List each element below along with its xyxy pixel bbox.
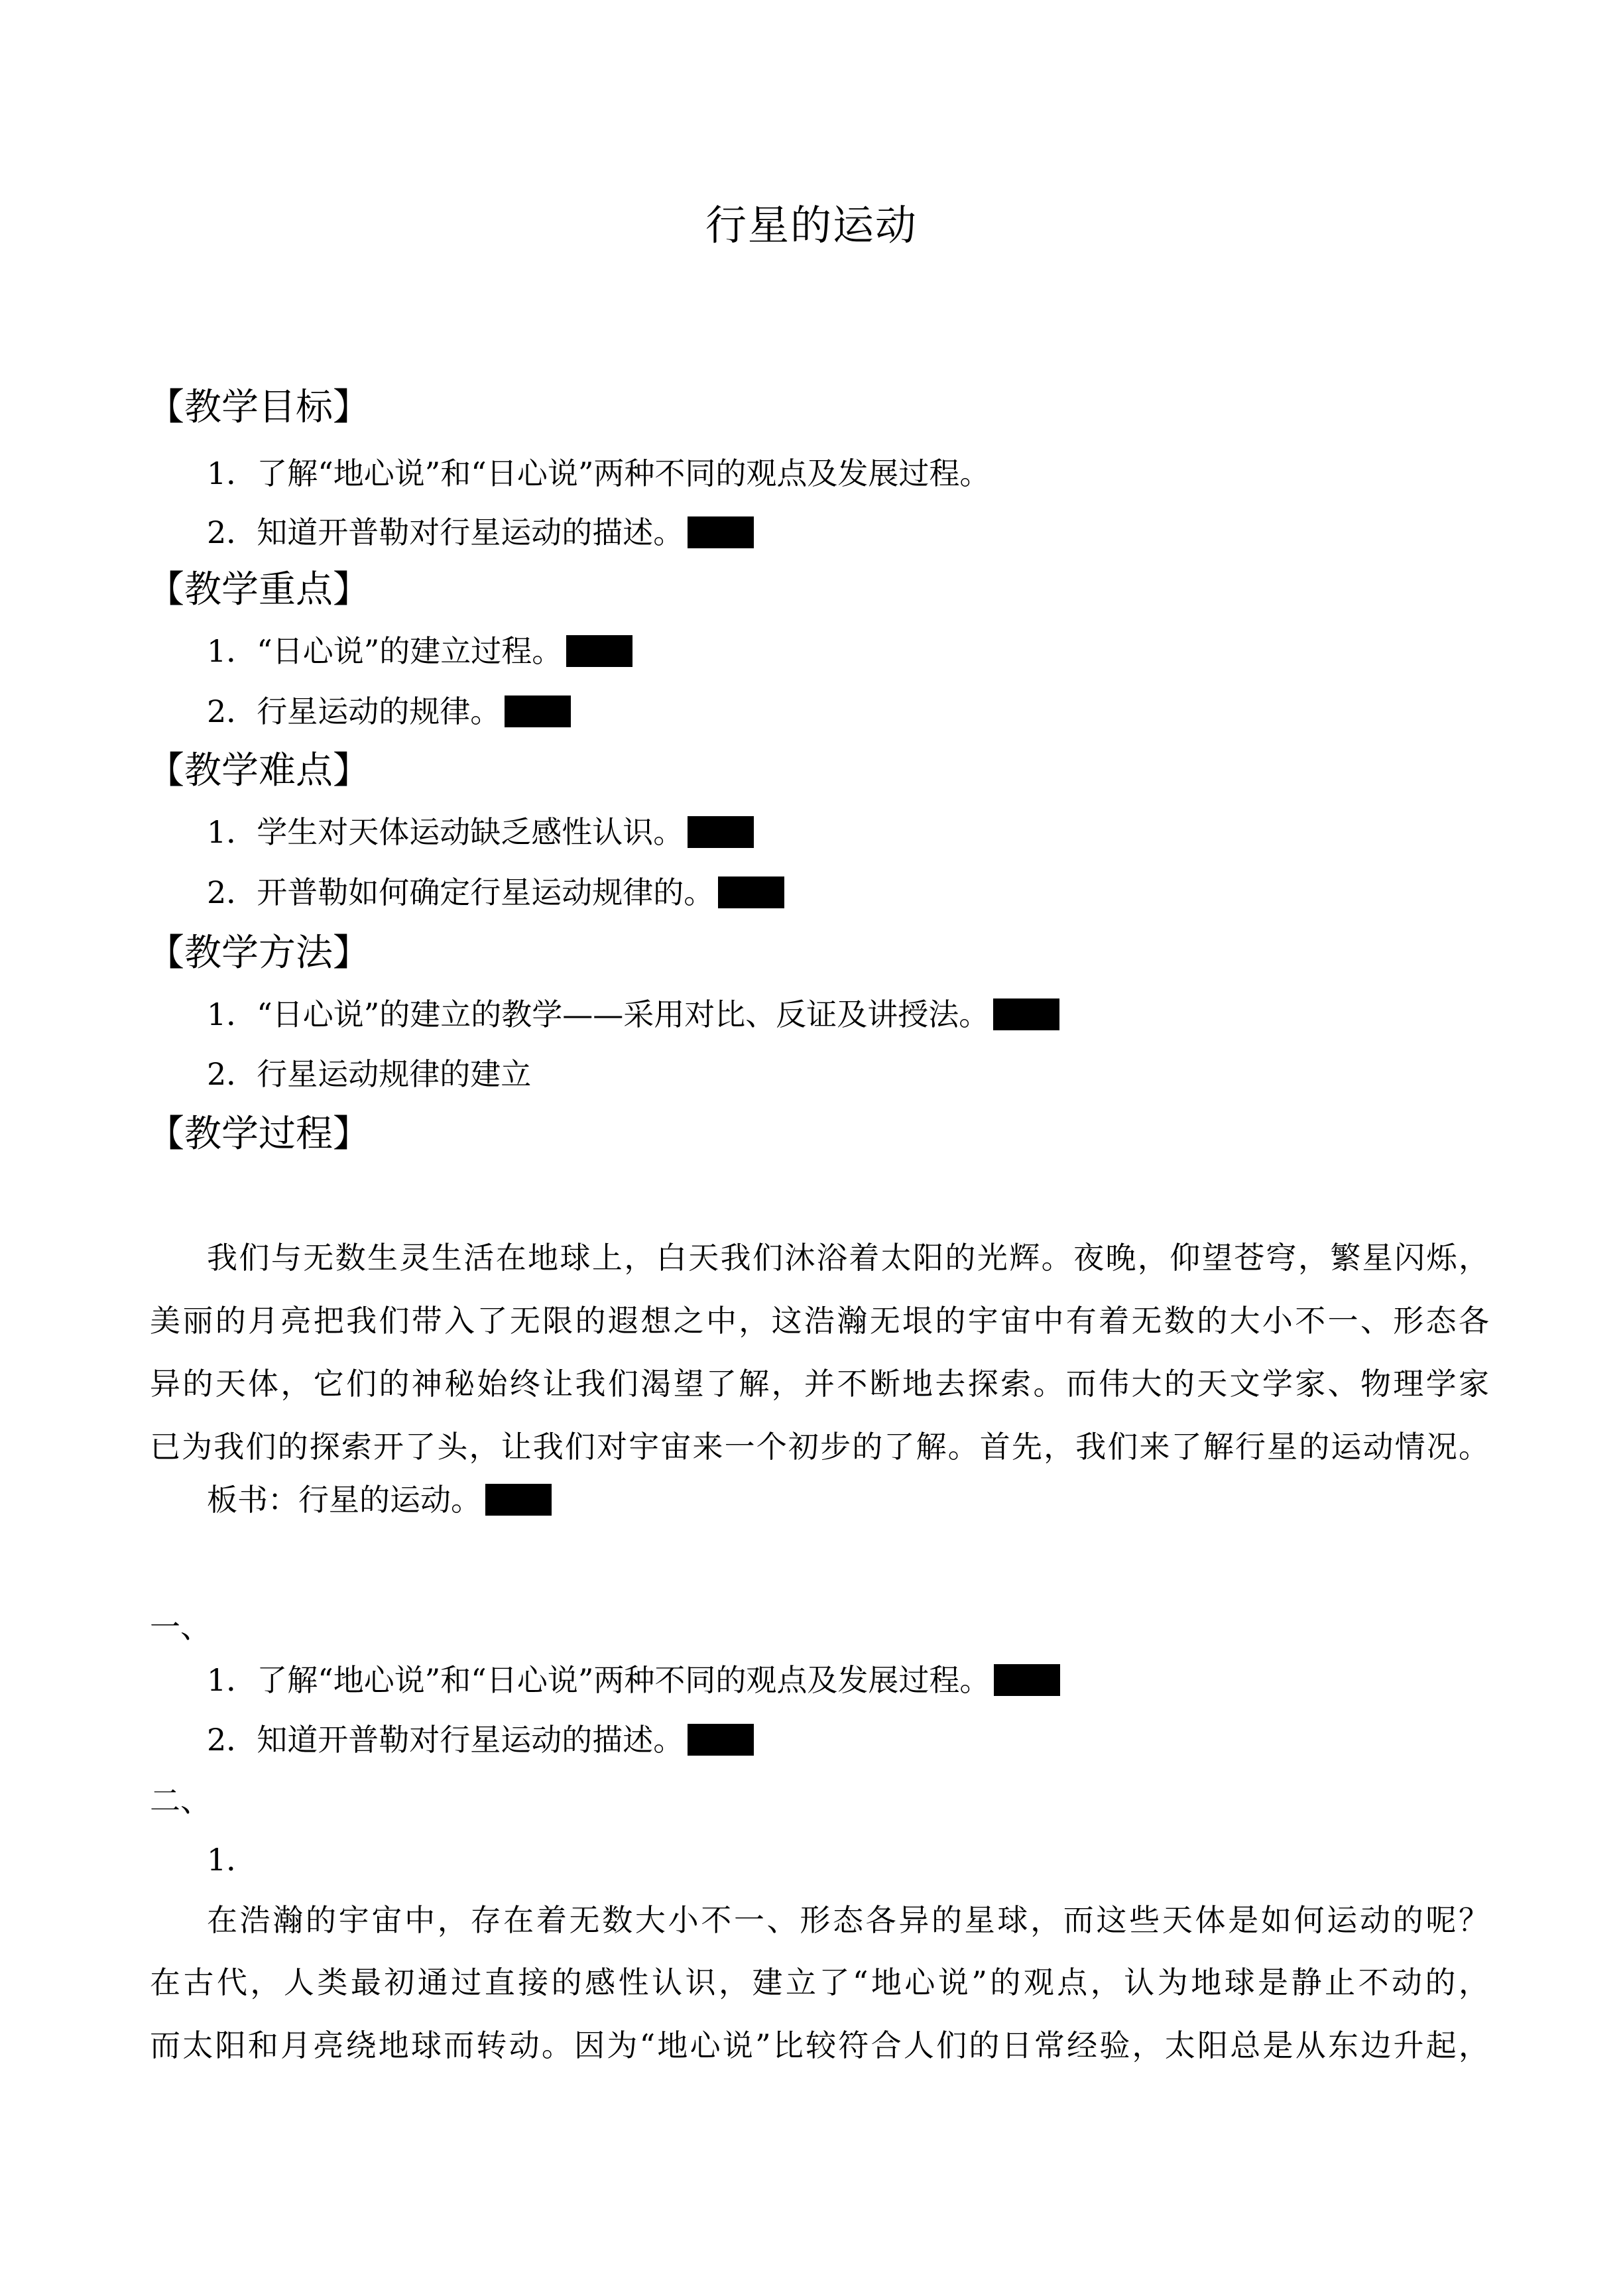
redaction-box [505, 695, 571, 727]
heading-objectives: 【教学目标】 [147, 386, 370, 429]
redaction-box [688, 516, 754, 548]
part-one-item: 2．知道开普勒对行星运动的描述。 [207, 1720, 754, 1760]
difficulty-item: 1．学生对天体运动缺乏感性认识。 [207, 812, 754, 852]
redaction-box [688, 816, 754, 848]
part-one-label: 一、 [150, 1609, 211, 1645]
closing-paragraph-line: 而太阳和月亮绕地球而转动。因为“地心说”比较符合人们的日常经验，太阳总是从东边升起， [150, 2027, 1489, 2063]
key-point-item: 1．“日心说”的建立过程。 [207, 631, 632, 671]
intro-paragraph-line: 我们与无数生灵生活在地球上，白天我们沐浴着太阳的光辉。夜晚，仰望苍穹，繁星闪烁， [207, 1240, 1489, 1276]
heading-key-points: 【教学重点】 [147, 568, 370, 611]
difficulty-item: 2．开普勒如何确定行星运动规律的。 [207, 873, 784, 912]
intro-paragraph-line: 已为我们的探索开了头，让我们对宇宙来一个初步的了解。首先，我们来了解行星的运动情况。 [150, 1429, 1489, 1465]
intro-paragraph-line: 美丽的月亮把我们带入了无限的遐想之中，这浩瀚无垠的宇宙中有着无数的大小不一、形态各 [150, 1303, 1489, 1339]
redaction-box [994, 1664, 1060, 1696]
method-item: 2．行星运动规律的建立 [207, 1056, 532, 1092]
redaction-box [718, 876, 784, 908]
part-one-item: 1．了解“地心说”和“日心说”两种不同的观点及发展过程。 [207, 1660, 1060, 1700]
closing-paragraph-line: 在浩瀚的宇宙中，存在着无数大小不一、形态各异的星球，而这些天体是如何运动的呢？ [207, 1902, 1489, 1938]
part-two-label: 二、 [150, 1783, 211, 1819]
intro-paragraph-line: 异的天体，它们的神秘始终让我们渴望了解，并不断地去探索。而伟大的天文学家、物理学家 [150, 1366, 1489, 1402]
heading-difficulties: 【教学难点】 [147, 749, 370, 792]
part-two-sub: 1． [207, 1842, 257, 1878]
key-point-item: 2．行星运动的规律。 [207, 692, 571, 731]
page-title: 行星的运动 [705, 201, 918, 249]
heading-methods: 【教学方法】 [147, 932, 370, 975]
heading-process: 【教学过程】 [147, 1113, 370, 1156]
redaction-box [688, 1724, 754, 1756]
redaction-box [566, 635, 632, 667]
redaction-box [485, 1484, 552, 1516]
closing-paragraph-line: 在古代，人类最初通过直接的感性认识，建立了“地心说”的观点，认为地球是静止不动的， [150, 1964, 1489, 2000]
method-item: 1．“日心说”的建立的教学——采用对比、反证及讲授法。 [207, 995, 1059, 1034]
objective-item: 1．了解“地心说”和“日心说”两种不同的观点及发展过程。 [207, 455, 991, 491]
redaction-box [993, 998, 1059, 1030]
objective-item: 2．知道开普勒对行星运动的描述。 [207, 513, 754, 552]
board-note: 板书：行星的运动。 [207, 1480, 552, 1520]
